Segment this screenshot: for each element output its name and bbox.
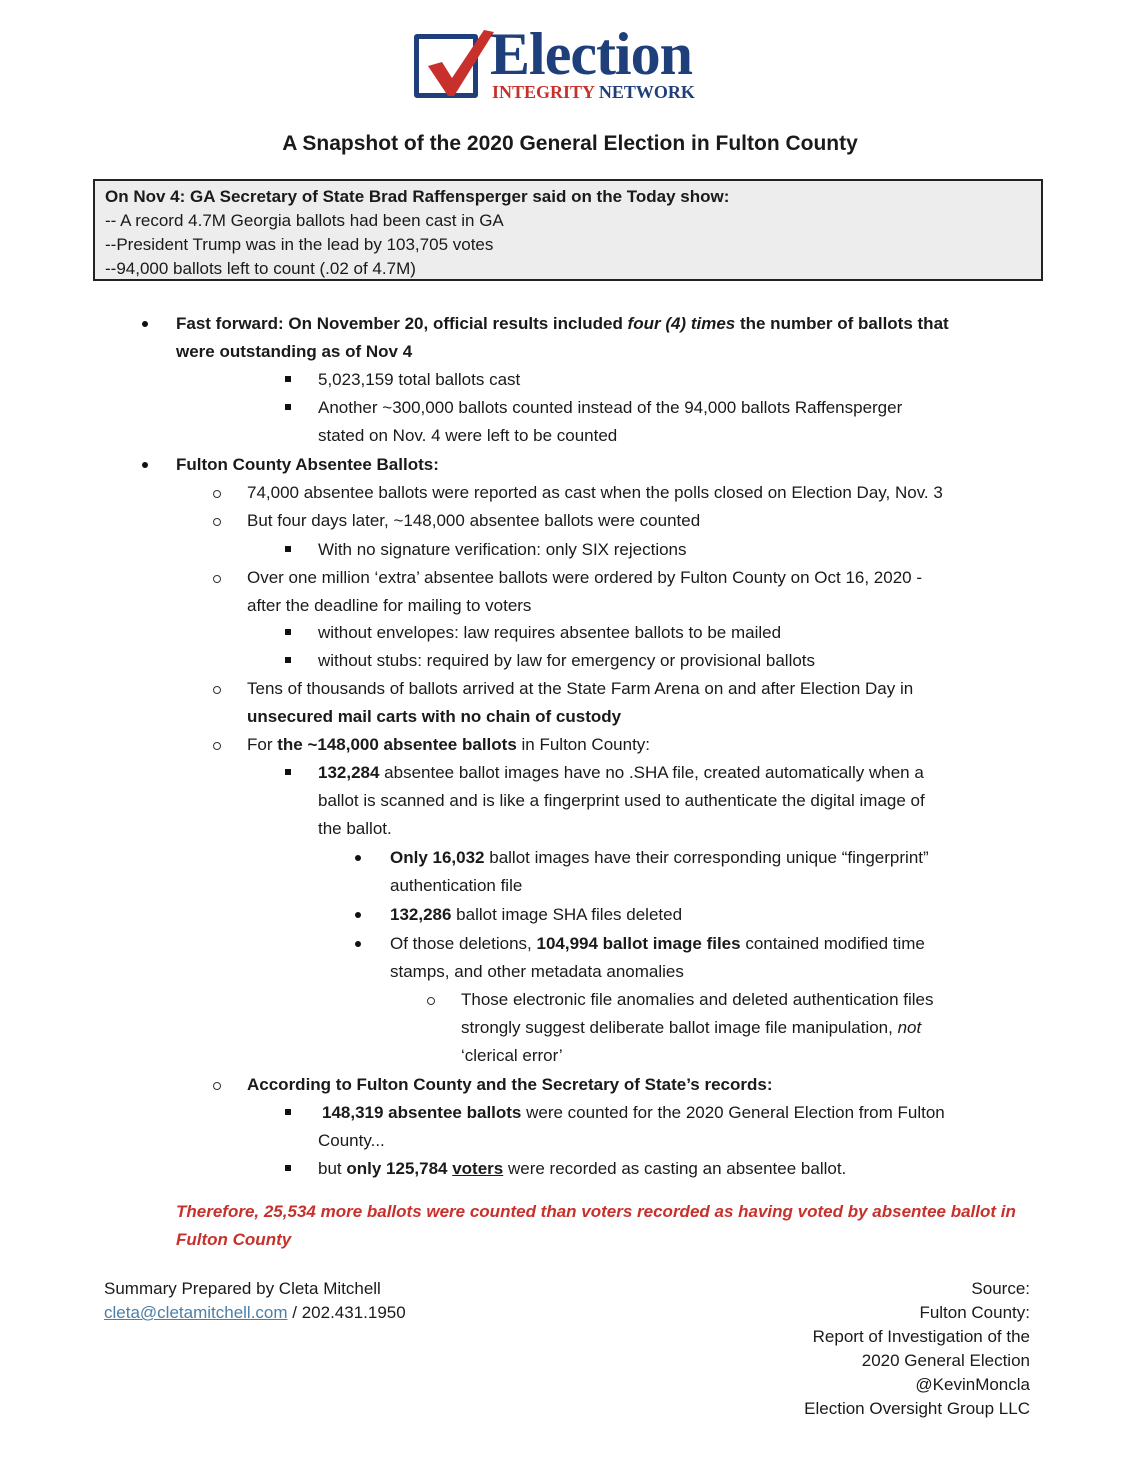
item-one-million-cont: after the deadline for mailing to voters — [247, 596, 532, 615]
bullet-dot — [142, 321, 148, 327]
bullet-square — [285, 657, 291, 663]
bullet-circle — [213, 686, 221, 694]
item-16032: Only 16,032 ballot images have their corresponding unique “fingerprint” — [390, 848, 929, 867]
source-label: Source: — [971, 1279, 1030, 1298]
item-sha-file-cont: ballot is scanned and is like a fingerprint used to authenticate the digital image of — [318, 791, 925, 810]
bullet-square — [285, 1165, 291, 1171]
bullet-dot — [142, 462, 148, 468]
bullet-circle — [213, 518, 221, 526]
source-line: Election Oversight Group LLC — [804, 1399, 1030, 1418]
source-line: Report of Investigation of the — [812, 1327, 1030, 1346]
section1-line1: Fast forward: On November 20, official results included four (4) times the number of ballots that — [176, 314, 949, 333]
source-line: 2020 General Election — [861, 1351, 1030, 1370]
item-records: According to Fulton County and the Secretary of State’s records: — [247, 1075, 773, 1094]
bullet-dot — [355, 941, 361, 947]
item-state-farm-cont: unsecured mail carts with no chain of custody — [247, 707, 622, 726]
item-signature: With no signature verification: only SIX rejections — [318, 540, 687, 559]
box-heading: On Nov 4: GA Secretary of State Brad Raffensperger said on the Today show: — [105, 187, 730, 206]
source-line: Fulton County: — [919, 1303, 1030, 1322]
section2-heading: Fulton County Absentee Ballots: — [176, 455, 439, 474]
item-state-farm: Tens of thousands of ballots arrived at the State Farm Arena on and after Election Day in — [247, 679, 914, 698]
contact-line: cleta@cletamitchell.com / 202.431.1950 — [104, 1303, 406, 1322]
item-16032-cont: authentication file — [390, 876, 523, 895]
election-integrity-network-logo — [414, 21, 724, 108]
bullet-square — [285, 769, 291, 775]
another-ballots-item: Another ~300,000 ballots counted instead of the 94,000 ballots Raffensperger — [318, 398, 903, 417]
email-link[interactable]: cleta@cletamitchell.com — [104, 1303, 288, 1322]
item-sha-file-cont: the ballot. — [318, 819, 392, 838]
logo-wordmark: Election — [490, 21, 692, 87]
source-line: @KevinMoncla — [915, 1375, 1030, 1394]
nov4-summary-box — [93, 179, 1043, 281]
item-envelopes: without envelopes: law requires absentee ballots to be mailed — [318, 623, 782, 642]
bullet-square — [285, 376, 291, 382]
item-four-days: But four days later, ~148,000 absentee ballots were counted — [247, 511, 701, 530]
checkmark-icon — [418, 26, 496, 102]
item-148319-cont: County... — [318, 1131, 385, 1150]
page-title: A Snapshot of the 2020 General Election in Fulton County — [282, 132, 858, 155]
logo-subtitle: INTEGRITY NETWORK — [492, 82, 695, 102]
bullet-dot — [355, 912, 361, 918]
item-sha-file: 132,284 absentee ballot images have no .SHA file, created automatically when a — [318, 763, 924, 782]
item-anomalies-cont: strongly suggest deliberate ballot image file manipulation, not — [461, 1018, 922, 1037]
conclusion-note: Therefore, 25,534 more ballots were counted than voters recorded as having voted by absentee ballot in Fulton County — [176, 1202, 1016, 1249]
section1-line2: were outstanding as of Nov 4 — [176, 342, 413, 361]
bullet-dot — [355, 855, 361, 861]
bullet-square — [285, 1109, 291, 1115]
item-148319: 148,319 absentee ballots were counted for the 2020 General Election from Fulton — [322, 1103, 945, 1122]
item-one-million: Over one million ‘extra’ absentee ballots were ordered by Fulton County on Oct 16, 2020 - — [247, 568, 923, 587]
another-ballots-item-cont: stated on Nov. 4 were left to be counted — [318, 426, 618, 445]
item-148000: For the ~148,000 absentee ballots in Fulton County: — [247, 735, 651, 754]
item-stubs: without stubs: required by law for emergency or provisional ballots — [318, 651, 816, 670]
item-104994: Of those deletions, 104,994 ballot image files contained modified time — [390, 934, 925, 953]
box-line: -- A record 4.7M Georgia ballots had been cast in GA — [105, 211, 504, 230]
bullet-circle — [213, 742, 221, 750]
item-anomalies-cont: ‘clerical error’ — [461, 1046, 563, 1065]
item-125784: but only 125,784 voters were recorded as casting an absentee ballot. — [318, 1159, 847, 1178]
prepared-by: Summary Prepared by Cleta Mitchell — [104, 1279, 381, 1298]
box-line: --94,000 ballots left to count (.02 of 4.7M) — [105, 259, 416, 278]
item-132286: 132,286 ballot image SHA files deleted — [390, 905, 683, 924]
bullet-circle — [213, 1082, 221, 1090]
item-anomalies: Those electronic file anomalies and deleted authentication files — [461, 990, 934, 1009]
box-line: --President Trump was in the lead by 103,705 votes — [105, 235, 494, 254]
bullet-square — [285, 629, 291, 635]
item-74000: 74,000 absentee ballots were reported as cast when the polls closed on Election Day, Nov. 3 — [247, 483, 943, 502]
bullet-square — [285, 404, 291, 410]
item-104994-cont: stamps, and other metadata anomalies — [390, 962, 684, 981]
bullet-circle — [213, 490, 221, 498]
bullet-square — [285, 546, 291, 552]
bullet-circle — [213, 575, 221, 583]
bullet-circle — [427, 997, 435, 1005]
total-ballots-item: 5,023,159 total ballots cast — [318, 370, 521, 389]
